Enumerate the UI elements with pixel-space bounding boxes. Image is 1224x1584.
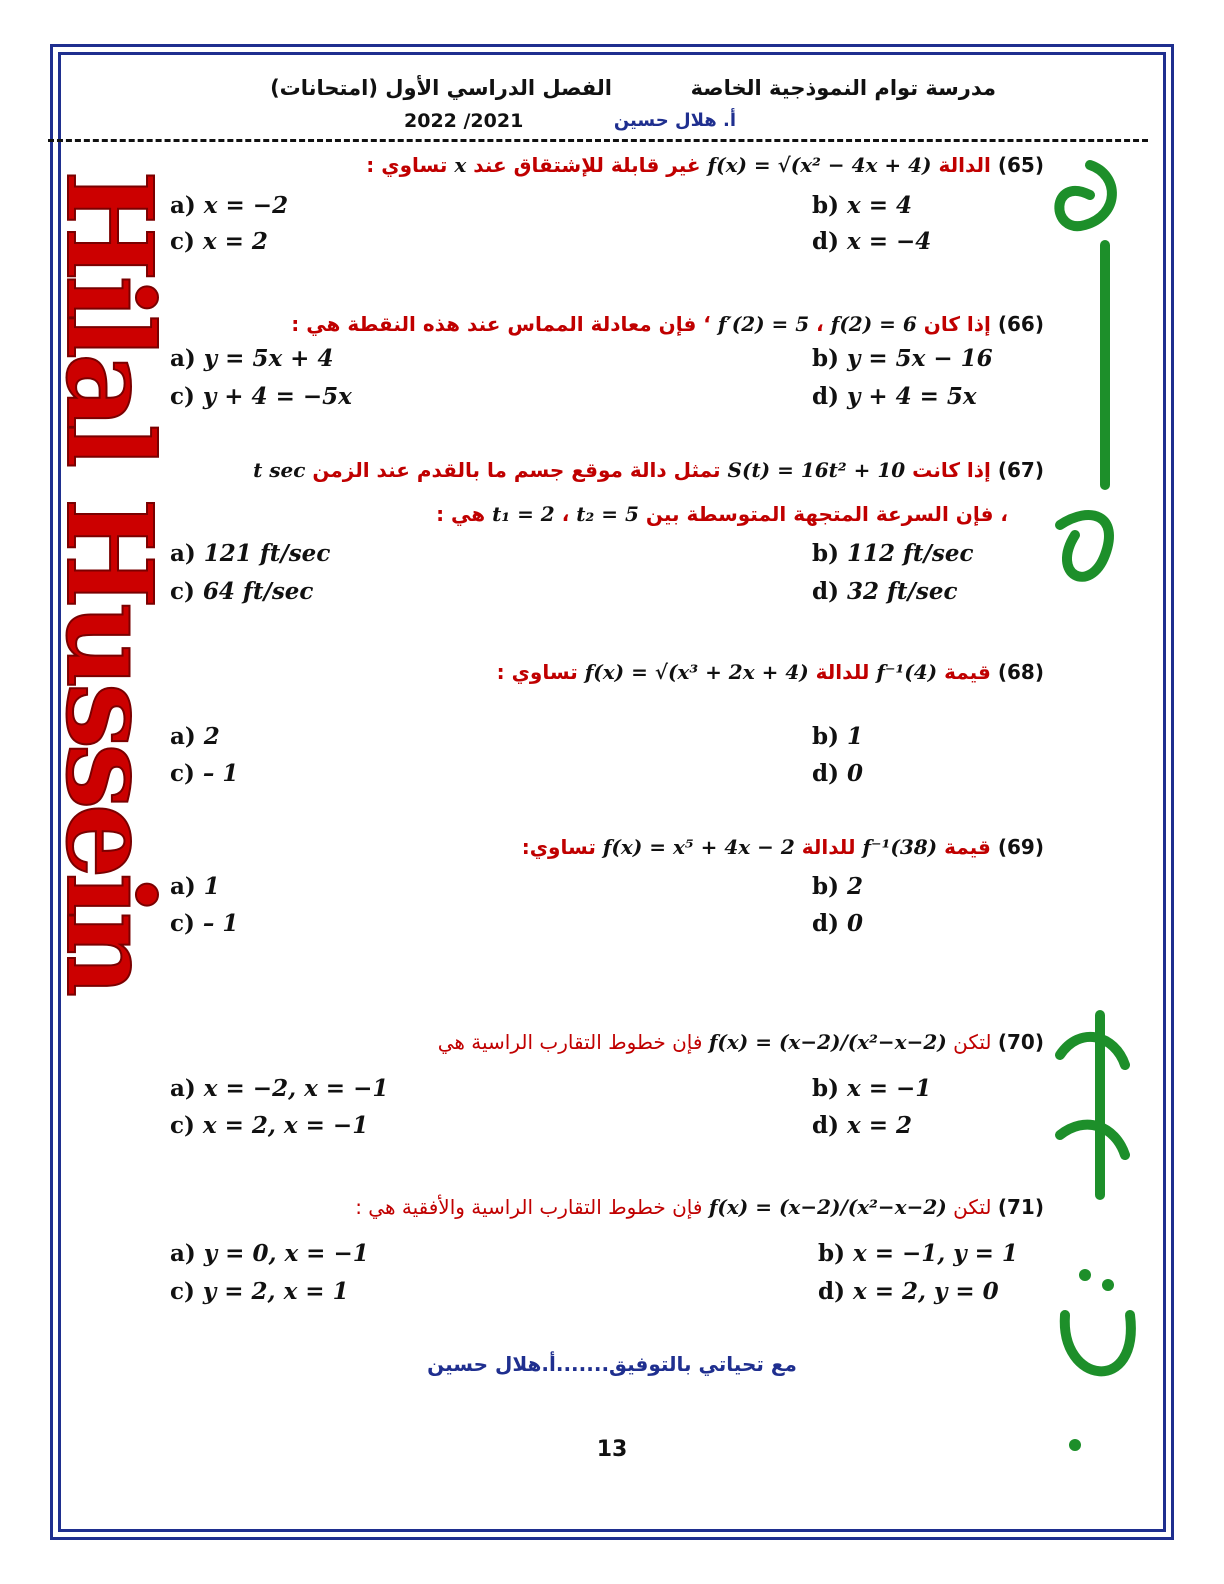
option-65-a[interactable]: a) x = −2 <box>170 192 289 219</box>
option-71-a[interactable]: a) y = 0, x = −1 <box>170 1240 369 1267</box>
option-69-c[interactable]: c) – 1 <box>170 910 239 937</box>
banner-letters: Hilal Hussein <box>40 170 179 992</box>
option-66-b[interactable]: b) y = 5x − 16 <box>812 345 993 372</box>
option-70-c[interactable]: c) x = 2, x = −1 <box>170 1112 369 1139</box>
question-69: (69) قيمة f⁻¹(38) للدالة f(x) = x⁵ + 4x − 2 تساوي: <box>521 835 1044 859</box>
option-71-d[interactable]: d) x = 2, y = 0 <box>818 1278 999 1305</box>
school-name: مدرسة توام النموذجية الخاصة <box>690 76 996 100</box>
page-number: 13 <box>596 1437 628 1462</box>
option-68-b[interactable]: b) 1 <box>812 723 863 750</box>
option-66-c[interactable]: c) y + 4 = −5x <box>170 383 352 410</box>
option-65-c[interactable]: c) x = 2 <box>170 228 268 255</box>
page-frame-inner <box>58 52 1166 1532</box>
calligraphy-ha <box>1059 165 1112 226</box>
option-66-d[interactable]: d) y + 4 = 5x <box>812 383 977 410</box>
option-68-c[interactable]: c) – 1 <box>170 760 239 787</box>
option-69-b[interactable]: b) 2 <box>812 873 863 900</box>
term-title: الفصل الدراسي الأول (امتحانات) <box>270 76 612 100</box>
option-65-b[interactable]: b) x = 4 <box>812 192 912 219</box>
teacher-name: أ. هلال حسين <box>613 110 736 131</box>
option-71-b[interactable]: b) x = −1, y = 1 <box>818 1240 1018 1267</box>
right-calligraphy <box>1030 155 1160 1495</box>
option-69-a[interactable]: a) 1 <box>170 873 220 900</box>
option-67-c[interactable]: c) 64 ft/sec <box>170 578 314 605</box>
header-divider <box>48 139 1148 142</box>
option-67-b[interactable]: b) 112 ft/sec <box>812 540 974 567</box>
option-71-c[interactable]: c) y = 2, x = 1 <box>170 1278 349 1305</box>
option-65-d[interactable]: d) x = −4 <box>812 228 932 255</box>
option-67-a[interactable]: a) 121 ft/sec <box>170 540 331 567</box>
question-67: (67) إذا كانت S(t) = 16t² + 10 تمثل دالة موقع جسم ما بالقدم عند الزمن t sec <box>253 458 1044 482</box>
option-67-d[interactable]: d) 32 ft/sec <box>812 578 958 605</box>
closing-note: مع تحياتي بالتوفيق.......أ.هلال حسين <box>427 1352 797 1376</box>
question-67-line2: ، فإن السرعة المتجهة المتوسطة بين t₂ = 5 ، t₁ = 2 هي : <box>436 502 1008 526</box>
calligraphy-lam <box>1060 515 1109 577</box>
school-year: 2022 /2021 <box>404 110 524 132</box>
question-68: (68) قيمة f⁻¹(4) للدالة f(x) = √(x³ + 2x + 4) تساوي : <box>496 660 1044 684</box>
question-70: (70) لتكن f(x) = (x−2)/(x²−x−2) فإن خطوط التقارب الراسية هي <box>437 1030 1044 1054</box>
left-name-banner <box>40 160 179 1500</box>
option-70-a[interactable]: a) x = −2, x = −1 <box>170 1075 389 1102</box>
option-70-b[interactable]: b) x = −1 <box>812 1075 932 1102</box>
option-66-a[interactable]: a) y = 5x + 4 <box>170 345 334 372</box>
option-70-d[interactable]: d) x = 2 <box>812 1112 912 1139</box>
question-71: (71) لتكن f(x) = (x−2)/(x²−x−2) فإن خطوط التقارب الراسية والأفقية هي : <box>355 1195 1044 1219</box>
question-65: (65) الدالة f(x) = √(x² − 4x + 4) غير قابلة للإشتقاق عند x تساوي : <box>366 153 1044 177</box>
option-68-d[interactable]: d) 0 <box>812 760 863 787</box>
calligraphy-seen <box>1060 1037 1125 1155</box>
question-66: (66) إذا كان f(2) = 6 ، f′(2) = 5 ‘ فإن معادلة المماس عند هذه النقطة هي : <box>291 312 1044 336</box>
option-69-d[interactable]: d) 0 <box>812 910 863 937</box>
option-68-a[interactable]: a) 2 <box>170 723 220 750</box>
